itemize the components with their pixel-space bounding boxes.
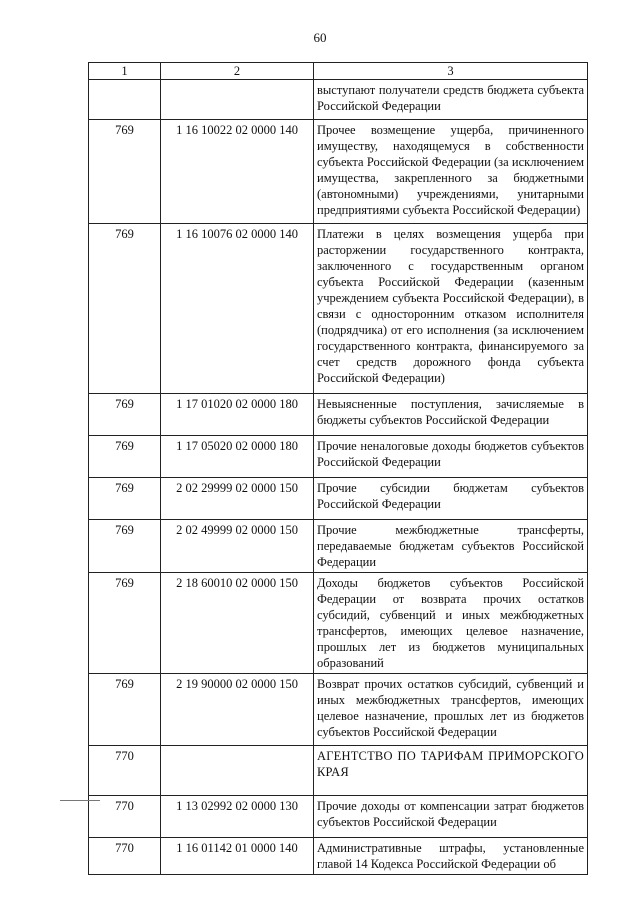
table-header-row <box>89 63 588 80</box>
revenue-code-cell: 1 16 10076 02 0000 140 <box>161 224 314 394</box>
admin-code-cell: 769 <box>89 120 161 224</box>
table-row <box>89 520 588 573</box>
revenue-name-cell: Прочие доходы от компенсации затрат бюджетов субъектов Российской Федерации <box>314 796 588 838</box>
admin-code-cell: 770 <box>89 796 161 838</box>
agency-heading-cell: АГЕНТСТВО ПО ТАРИФАМ ПРИМОРСКОГО КРАЯ <box>314 746 588 796</box>
revenue-name-cell: Прочие неналоговые доходы бюджетов субъектов Российской Федерации <box>314 436 588 478</box>
revenue-name-cell: Прочие субсидии бюджетам субъектов Российской Федерации <box>314 478 588 520</box>
revenue-name-cell: Административные штрафы, установленные главой 14 Кодекса Российской Федерации об <box>314 838 588 875</box>
revenue-code-cell <box>161 80 314 120</box>
margin-mark <box>60 800 100 801</box>
admin-code-cell: 769 <box>89 520 161 573</box>
table-row <box>89 838 588 875</box>
admin-code-cell: 770 <box>89 838 161 875</box>
page-number: 60 <box>313 30 327 45</box>
revenue-name-cell: Возврат прочих остатков субсидий, субвенций и иных межбюджетных трансфертов, имеющих целевое назначение, прошлых лет из бюджетов субъектов Российской Федерации <box>314 674 588 746</box>
revenue-code-cell: 2 02 49999 02 0000 150 <box>161 520 314 573</box>
table-row <box>89 573 588 674</box>
table-row <box>89 436 588 478</box>
table-row <box>89 224 588 394</box>
revenue-code-cell: 1 17 05020 02 0000 180 <box>161 436 314 478</box>
table-row <box>89 674 588 746</box>
admin-code-cell: 769 <box>89 224 161 394</box>
revenue-code-cell <box>161 746 314 796</box>
header-col-2: 2 <box>161 63 314 80</box>
revenue-name-cell: Прочее возмещение ущерба, причиненного имуществу, находящемуся в собственности субъекта Российской Федерации (за исключением имущества, закрепленного за бюджетными (автономными) учреждениями, унитарными предприятиями субъекта Российской Федерации) <box>314 120 588 224</box>
table-row <box>89 746 588 796</box>
revenue-code-cell: 1 16 01142 01 0000 140 <box>161 838 314 875</box>
header-col-1: 1 <box>89 63 161 80</box>
table-row <box>89 394 588 436</box>
revenue-name-cell: Доходы бюджетов субъектов Российской Федерации от возврата прочих остатков субсидий, субвенций и иных межбюджетных трансфертов, имеющих целевое назначение, прошлых лет из бюджетов муниципальных образований <box>314 573 588 674</box>
revenue-code-cell: 1 17 01020 02 0000 180 <box>161 394 314 436</box>
revenue-name-cell: Невыясненные поступления, зачисляемые в бюджеты субъектов Российской Федерации <box>314 394 588 436</box>
revenue-name-cell: Прочие межбюджетные трансферты, передаваемые бюджетам субъектов Российской Федерации <box>314 520 588 573</box>
revenue-code-cell: 2 02 29999 02 0000 150 <box>161 478 314 520</box>
admin-code-cell: 769 <box>89 394 161 436</box>
revenue-name-cell: выступают получатели средств бюджета субъекта Российской Федерации <box>314 80 588 120</box>
admin-code-cell: 769 <box>89 436 161 478</box>
revenue-code-cell: 2 18 60010 02 0000 150 <box>161 573 314 674</box>
revenue-code-cell: 1 13 02992 02 0000 130 <box>161 796 314 838</box>
revenue-code-cell: 1 16 10022 02 0000 140 <box>161 120 314 224</box>
admin-code-cell: 769 <box>89 573 161 674</box>
table-row <box>89 796 588 838</box>
header-col-3: 3 <box>314 63 588 80</box>
admin-code-cell: 769 <box>89 478 161 520</box>
admin-code-cell: 769 <box>89 674 161 746</box>
revenue-name-cell: Платежи в целях возмещения ущерба при расторжении государственного контракта, заключенного с государственным органом субъекта Российской Федерации (казенным учреждением субъекта Российской Федерации), в связи с односторонним отказом исполнителя (подрядчика) от его исполнения (за исключением государственного контракта, финансируемого за счет средств дорожного фонда субъекта Российской Федерации) <box>314 224 588 394</box>
admin-code-cell <box>89 80 161 120</box>
revenue-codes-table <box>88 62 588 875</box>
table-row <box>89 80 588 120</box>
revenue-code-cell: 2 19 90000 02 0000 150 <box>161 674 314 746</box>
table-row <box>89 120 588 224</box>
admin-code-cell: 770 <box>89 746 161 796</box>
table-row <box>89 478 588 520</box>
